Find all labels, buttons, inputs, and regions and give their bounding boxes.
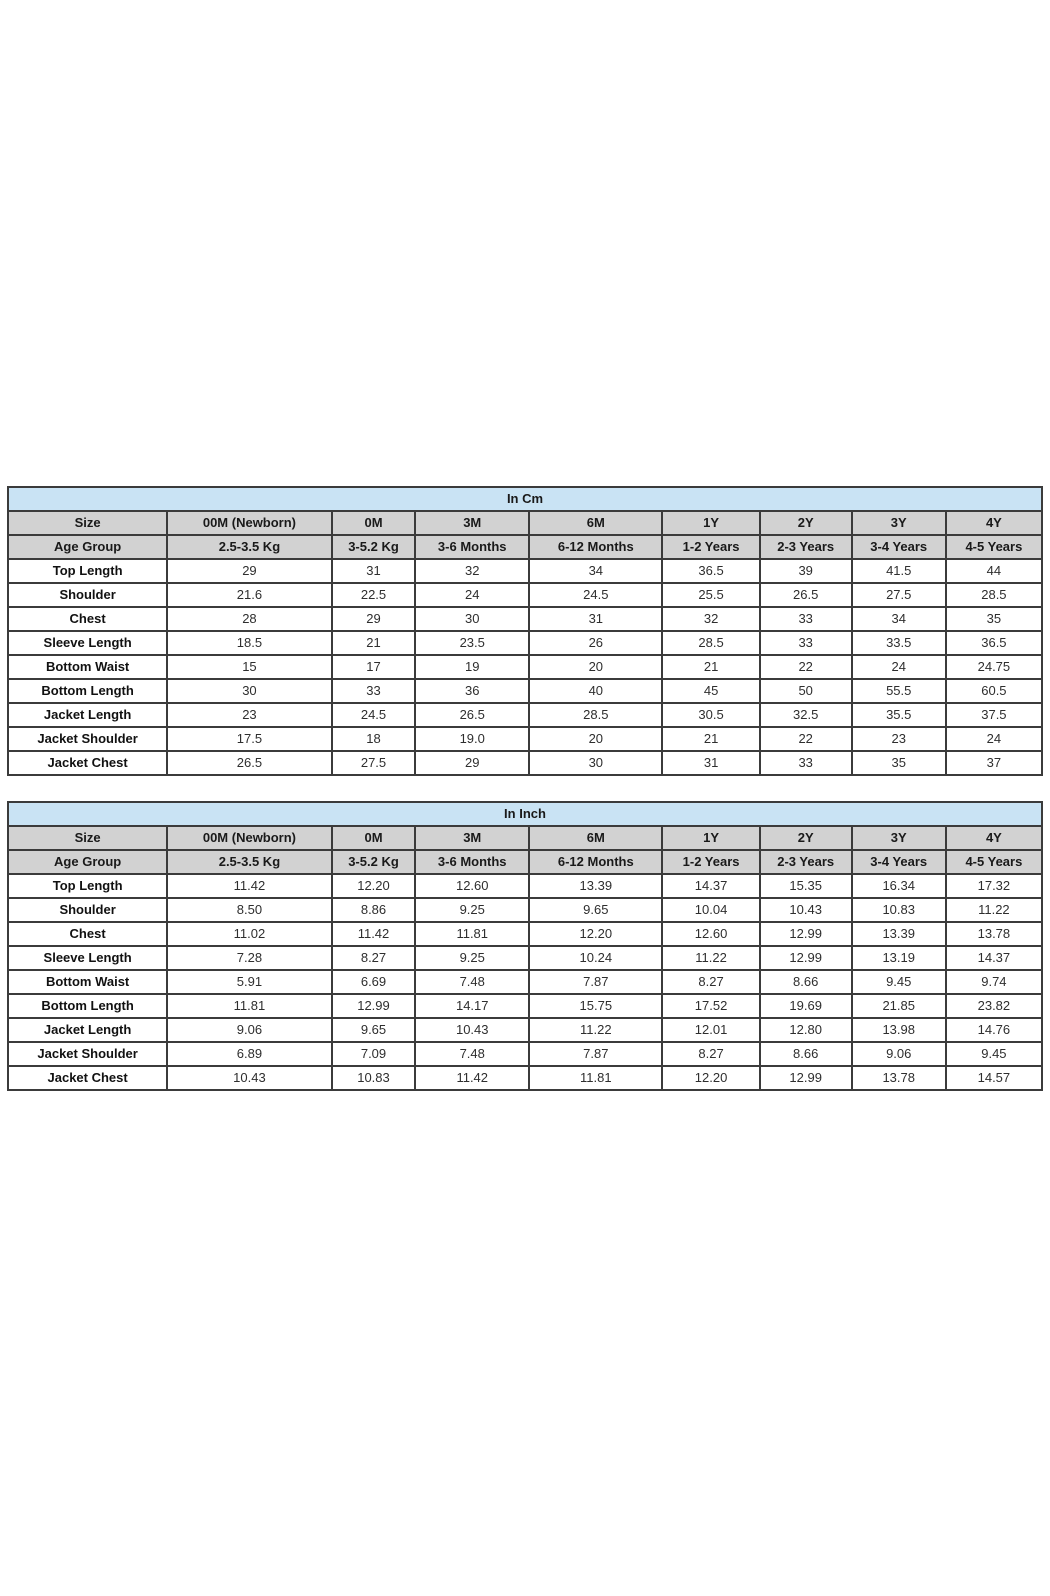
measurement-value: 12.80	[760, 1018, 852, 1042]
measurement-value: 24.5	[529, 583, 662, 607]
measurement-value: 9.65	[332, 1018, 416, 1042]
age-group-column-header: 3-4 Years	[852, 850, 946, 874]
measurement-value: 23.82	[946, 994, 1042, 1018]
size-table-inch	[7, 801, 1043, 1091]
size-column-header: 2Y	[760, 511, 852, 535]
measurement-value: 13.78	[946, 922, 1042, 946]
measurement-value: 44	[946, 559, 1042, 583]
measurement-value: 34	[852, 607, 946, 631]
measurement-value: 10.43	[167, 1066, 331, 1090]
table-row	[8, 607, 1042, 631]
table-row	[8, 679, 1042, 703]
measurement-label: Jacket Length	[8, 1018, 167, 1042]
measurement-value: 15.75	[529, 994, 662, 1018]
age-group-header-row	[8, 850, 1042, 874]
measurement-value: 7.28	[167, 946, 331, 970]
measurement-value: 35	[946, 607, 1042, 631]
measurement-value: 24.75	[946, 655, 1042, 679]
measurement-value: 27.5	[332, 751, 416, 775]
measurement-value: 12.99	[760, 946, 852, 970]
measurement-value: 14.37	[662, 874, 759, 898]
size-header-label: Size	[8, 511, 167, 535]
size-column-header: 3M	[415, 511, 529, 535]
table-title-row	[8, 487, 1042, 511]
measurement-value: 6.69	[332, 970, 416, 994]
measurement-value: 11.22	[662, 946, 759, 970]
measurement-value: 21	[332, 631, 416, 655]
measurement-value: 7.09	[332, 1042, 416, 1066]
measurement-value: 11.81	[529, 1066, 662, 1090]
measurement-value: 50	[760, 679, 852, 703]
size-column-header: 1Y	[662, 826, 759, 850]
table-row	[8, 874, 1042, 898]
measurement-value: 14.37	[946, 946, 1042, 970]
size-column-header: 6M	[529, 826, 662, 850]
measurement-value: 36.5	[662, 559, 759, 583]
measurement-value: 41.5	[852, 559, 946, 583]
measurement-value: 12.99	[760, 922, 852, 946]
measurement-value: 8.27	[662, 970, 759, 994]
measurement-value: 10.04	[662, 898, 759, 922]
measurement-value: 30	[529, 751, 662, 775]
age-group-column-header: 1-2 Years	[662, 535, 759, 559]
age-group-column-header: 4-5 Years	[946, 535, 1042, 559]
measurement-value: 8.86	[332, 898, 416, 922]
measurement-value: 26.5	[167, 751, 331, 775]
measurement-value: 12.99	[332, 994, 416, 1018]
table-title: In Cm	[8, 487, 1042, 511]
table-row	[8, 946, 1042, 970]
measurement-value: 9.65	[529, 898, 662, 922]
measurement-value: 33	[760, 631, 852, 655]
measurement-value: 30	[415, 607, 529, 631]
measurement-value: 21	[662, 655, 759, 679]
measurement-value: 11.42	[415, 1066, 529, 1090]
measurement-value: 33	[760, 607, 852, 631]
age-group-header-label: Age Group	[8, 535, 167, 559]
measurement-value: 13.39	[529, 874, 662, 898]
size-header-row	[8, 826, 1042, 850]
age-group-header-label: Age Group	[8, 850, 167, 874]
measurement-value: 15.35	[760, 874, 852, 898]
measurement-value: 28	[167, 607, 331, 631]
measurement-value: 12.20	[529, 922, 662, 946]
measurement-value: 17.32	[946, 874, 1042, 898]
table-row	[8, 898, 1042, 922]
measurement-value: 10.43	[760, 898, 852, 922]
measurement-value: 7.48	[415, 1042, 529, 1066]
measurement-value: 9.74	[946, 970, 1042, 994]
measurement-value: 28.5	[529, 703, 662, 727]
measurement-value: 23	[167, 703, 331, 727]
size-column-header: 3M	[415, 826, 529, 850]
measurement-value: 36	[415, 679, 529, 703]
measurement-value: 8.50	[167, 898, 331, 922]
measurement-value: 11.81	[415, 922, 529, 946]
measurement-value: 13.78	[852, 1066, 946, 1090]
measurement-value: 12.20	[662, 1066, 759, 1090]
measurement-value: 9.45	[946, 1042, 1042, 1066]
measurement-value: 23	[852, 727, 946, 751]
size-chart-page	[7, 486, 1043, 1116]
measurement-value: 40	[529, 679, 662, 703]
size-column-header: 0M	[332, 826, 416, 850]
measurement-value: 9.25	[415, 946, 529, 970]
age-group-column-header: 4-5 Years	[946, 850, 1042, 874]
measurement-label: Jacket Shoulder	[8, 727, 167, 751]
table-row	[8, 970, 1042, 994]
measurement-value: 7.87	[529, 1042, 662, 1066]
age-group-column-header: 2.5-3.5 Kg	[167, 535, 331, 559]
measurement-value: 24	[415, 583, 529, 607]
measurement-value: 31	[662, 751, 759, 775]
measurement-value: 7.48	[415, 970, 529, 994]
measurement-value: 12.60	[662, 922, 759, 946]
measurement-value: 10.43	[415, 1018, 529, 1042]
measurement-value: 26.5	[415, 703, 529, 727]
measurement-value: 26.5	[760, 583, 852, 607]
age-group-column-header: 6-12 Months	[529, 535, 662, 559]
size-header-label: Size	[8, 826, 167, 850]
size-column-header: 1Y	[662, 511, 759, 535]
measurement-value: 28.5	[662, 631, 759, 655]
measurement-value: 36.5	[946, 631, 1042, 655]
measurement-value: 12.99	[760, 1066, 852, 1090]
measurement-label: Bottom Length	[8, 994, 167, 1018]
measurement-value: 33.5	[852, 631, 946, 655]
measurement-label: Jacket Chest	[8, 751, 167, 775]
measurement-value: 9.06	[852, 1042, 946, 1066]
measurement-label: Jacket Shoulder	[8, 1042, 167, 1066]
table-row	[8, 703, 1042, 727]
measurement-value: 34	[529, 559, 662, 583]
measurement-value: 14.17	[415, 994, 529, 1018]
table-row	[8, 1066, 1042, 1090]
measurement-label: Shoulder	[8, 898, 167, 922]
measurement-value: 20	[529, 727, 662, 751]
age-group-column-header: 2-3 Years	[760, 535, 852, 559]
table-title: In Inch	[8, 802, 1042, 826]
measurement-value: 33	[332, 679, 416, 703]
measurement-value: 22	[760, 655, 852, 679]
measurement-value: 26	[529, 631, 662, 655]
measurement-value: 17	[332, 655, 416, 679]
measurement-value: 35	[852, 751, 946, 775]
size-column-header: 6M	[529, 511, 662, 535]
measurement-value: 8.66	[760, 1042, 852, 1066]
measurement-value: 37.5	[946, 703, 1042, 727]
measurement-label: Top Length	[8, 559, 167, 583]
measurement-value: 18.5	[167, 631, 331, 655]
table-row	[8, 1042, 1042, 1066]
measurement-label: Chest	[8, 922, 167, 946]
measurement-value: 37	[946, 751, 1042, 775]
measurement-value: 8.27	[662, 1042, 759, 1066]
measurement-value: 24	[946, 727, 1042, 751]
measurement-value: 25.5	[662, 583, 759, 607]
measurement-value: 55.5	[852, 679, 946, 703]
measurement-value: 24	[852, 655, 946, 679]
measurement-value: 16.34	[852, 874, 946, 898]
table-row	[8, 922, 1042, 946]
measurement-label: Top Length	[8, 874, 167, 898]
measurement-value: 31	[332, 559, 416, 583]
measurement-value: 11.22	[529, 1018, 662, 1042]
measurement-value: 24.5	[332, 703, 416, 727]
measurement-value: 32.5	[760, 703, 852, 727]
measurement-value: 35.5	[852, 703, 946, 727]
table-title-row	[8, 802, 1042, 826]
measurement-value: 8.27	[332, 946, 416, 970]
measurement-value: 14.76	[946, 1018, 1042, 1042]
table-row	[8, 727, 1042, 751]
table-row	[8, 631, 1042, 655]
measurement-value: 18	[332, 727, 416, 751]
measurement-value: 33	[760, 751, 852, 775]
measurement-value: 22.5	[332, 583, 416, 607]
measurement-value: 14.57	[946, 1066, 1042, 1090]
age-group-column-header: 6-12 Months	[529, 850, 662, 874]
measurement-value: 29	[415, 751, 529, 775]
measurement-value: 19	[415, 655, 529, 679]
measurement-value: 6.89	[167, 1042, 331, 1066]
measurement-label: Bottom Length	[8, 679, 167, 703]
measurement-value: 31	[529, 607, 662, 631]
measurement-value: 7.87	[529, 970, 662, 994]
measurement-label: Bottom Waist	[8, 970, 167, 994]
measurement-value: 13.19	[852, 946, 946, 970]
measurement-value: 27.5	[852, 583, 946, 607]
age-group-header-row	[8, 535, 1042, 559]
age-group-column-header: 3-6 Months	[415, 850, 529, 874]
size-column-header: 00M (Newborn)	[167, 511, 331, 535]
measurement-value: 45	[662, 679, 759, 703]
size-header-row	[8, 511, 1042, 535]
measurement-value: 19.69	[760, 994, 852, 1018]
measurement-value: 21.85	[852, 994, 946, 1018]
measurement-value: 32	[662, 607, 759, 631]
measurement-label: Sleeve Length	[8, 631, 167, 655]
measurement-value: 12.20	[332, 874, 416, 898]
age-group-column-header: 3-5.2 Kg	[332, 850, 416, 874]
measurement-value: 20	[529, 655, 662, 679]
measurement-value: 19.0	[415, 727, 529, 751]
table-row	[8, 655, 1042, 679]
size-column-header: 0M	[332, 511, 416, 535]
measurement-value: 13.39	[852, 922, 946, 946]
table-row	[8, 583, 1042, 607]
measurement-label: Jacket Length	[8, 703, 167, 727]
measurement-value: 60.5	[946, 679, 1042, 703]
measurement-label: Bottom Waist	[8, 655, 167, 679]
measurement-label: Jacket Chest	[8, 1066, 167, 1090]
measurement-value: 12.01	[662, 1018, 759, 1042]
measurement-value: 9.06	[167, 1018, 331, 1042]
measurement-value: 11.42	[332, 922, 416, 946]
table-row	[8, 559, 1042, 583]
measurement-value: 32	[415, 559, 529, 583]
measurement-value: 11.02	[167, 922, 331, 946]
measurement-label: Chest	[8, 607, 167, 631]
measurement-value: 29	[332, 607, 416, 631]
measurement-value: 17.52	[662, 994, 759, 1018]
measurement-value: 11.22	[946, 898, 1042, 922]
measurement-label: Sleeve Length	[8, 946, 167, 970]
measurement-value: 29	[167, 559, 331, 583]
size-table-cm	[7, 486, 1043, 776]
size-column-header: 4Y	[946, 511, 1042, 535]
measurement-value: 13.98	[852, 1018, 946, 1042]
table-row	[8, 994, 1042, 1018]
size-column-header: 4Y	[946, 826, 1042, 850]
measurement-value: 22	[760, 727, 852, 751]
measurement-value: 12.60	[415, 874, 529, 898]
measurement-value: 30	[167, 679, 331, 703]
age-group-column-header: 3-6 Months	[415, 535, 529, 559]
table-row	[8, 751, 1042, 775]
table-row	[8, 1018, 1042, 1042]
measurement-value: 10.83	[852, 898, 946, 922]
measurement-value: 10.83	[332, 1066, 416, 1090]
age-group-column-header: 3-5.2 Kg	[332, 535, 416, 559]
measurement-value: 28.5	[946, 583, 1042, 607]
measurement-value: 8.66	[760, 970, 852, 994]
measurement-label: Shoulder	[8, 583, 167, 607]
measurement-value: 21.6	[167, 583, 331, 607]
measurement-value: 5.91	[167, 970, 331, 994]
age-group-column-header: 2.5-3.5 Kg	[167, 850, 331, 874]
measurement-value: 23.5	[415, 631, 529, 655]
measurement-value: 30.5	[662, 703, 759, 727]
age-group-column-header: 3-4 Years	[852, 535, 946, 559]
measurement-value: 17.5	[167, 727, 331, 751]
age-group-column-header: 1-2 Years	[662, 850, 759, 874]
size-column-header: 00M (Newborn)	[167, 826, 331, 850]
measurement-value: 10.24	[529, 946, 662, 970]
size-column-header: 3Y	[852, 511, 946, 535]
measurement-value: 15	[167, 655, 331, 679]
measurement-value: 39	[760, 559, 852, 583]
measurement-value: 9.45	[852, 970, 946, 994]
size-column-header: 3Y	[852, 826, 946, 850]
measurement-value: 11.42	[167, 874, 331, 898]
size-column-header: 2Y	[760, 826, 852, 850]
measurement-value: 9.25	[415, 898, 529, 922]
measurement-value: 11.81	[167, 994, 331, 1018]
measurement-value: 21	[662, 727, 759, 751]
age-group-column-header: 2-3 Years	[760, 850, 852, 874]
